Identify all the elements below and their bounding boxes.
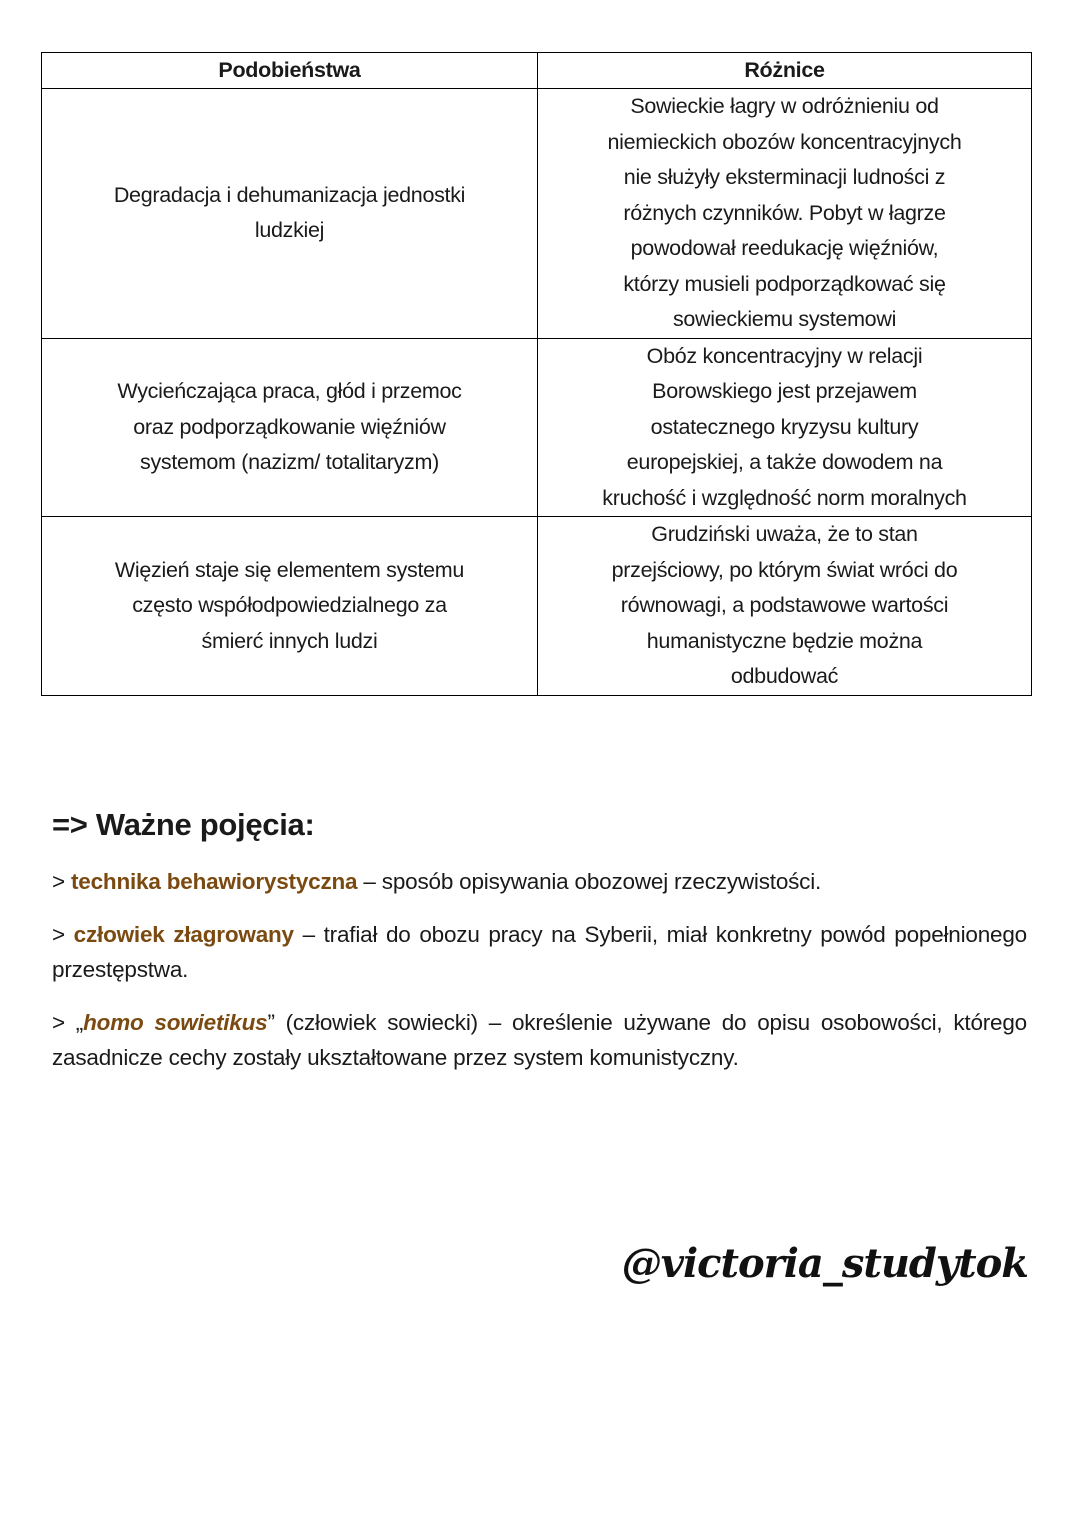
cell-line: równowagi, a podstawowe wartości — [620, 593, 949, 617]
term-name: technika behawiorystyczna — [71, 869, 358, 894]
cell-line: nie służyły eksterminacji ludności z — [623, 165, 946, 189]
similarity-cell — [42, 517, 538, 696]
cell-line: europejskiej, a także dowodem na — [626, 450, 943, 474]
cell-line: śmierć innych ludzi — [201, 628, 378, 653]
cell-line: często współodpowiedzialnego za — [132, 593, 447, 617]
term-prefix: > — [52, 869, 71, 894]
similarity-cell — [42, 338, 538, 517]
cell-line: sowieckiemu systemowi — [672, 307, 897, 331]
difference-cell — [538, 517, 1032, 696]
term-definition: – trafiał do obozu pracy na Syberii, miał konkretny powód popełnionego przestępstwa. — [52, 921, 1027, 982]
cell-line: powodował reedukację więźniów, — [630, 236, 939, 260]
difference-cell — [538, 338, 1032, 517]
cell-line: Obóz koncentracyjny w relacji — [646, 343, 923, 368]
term-definition: – sposób opisywania obozowej rzeczywistości. — [357, 869, 822, 894]
comparison-table — [41, 52, 1032, 696]
cell-line: przejściowy, po którym świat wróci do — [611, 557, 958, 582]
cell-line: Grudziński uważa, że to stan — [651, 522, 918, 546]
header-differences: Różnice — [538, 53, 1032, 89]
table-row — [42, 517, 1032, 696]
cell-line: Borowskiego jest przejawem — [652, 379, 917, 403]
term-item — [52, 1005, 1027, 1076]
section-heading: => Ważne pojęcia: — [52, 807, 315, 842]
similarity-cell — [42, 89, 538, 339]
important-terms-section — [52, 800, 1027, 1076]
term-prefix: > „ — [52, 1009, 84, 1035]
header-similarities: Podobieństwa — [42, 53, 538, 89]
cell-line: odbudować — [730, 664, 839, 688]
term-name: człowiek złagrowany — [73, 921, 294, 947]
cell-line: systemom (nazizm/ totalitaryzm) — [140, 450, 439, 474]
cell-line: ostatecznego kryzysu kultury — [650, 414, 919, 439]
cell-line: Sowieckie łagry w odróżnieniu od — [630, 94, 939, 118]
cell-line: Wycieńczająca praca, głód i przemoc — [117, 379, 462, 403]
cell-line: różnych czynników. Pobyt w łagrze — [623, 200, 946, 225]
cell-line: ludzkiej — [254, 218, 325, 243]
cell-line: którzy musieli podporządkować się — [623, 271, 946, 296]
difference-cell — [538, 89, 1032, 339]
term-item — [52, 917, 1027, 988]
author-signature: @victoria_studytok — [621, 1240, 1028, 1287]
cell-line: Więzień staje się elementem systemu — [114, 557, 465, 582]
cell-line: oraz podporządkowanie więźniów — [133, 414, 446, 439]
term-name: homo sowietikus — [83, 1009, 268, 1035]
cell-line: niemieckich obozów koncentracyjnych — [607, 129, 962, 154]
term-prefix: > — [52, 921, 74, 947]
term-item — [52, 864, 1027, 900]
term-definition: ” (człowiek sowiecki) – określenie używane do opisu osobowości, którego zasadnicze cechy zostały ukształtowane przez system komunistyczny. — [52, 1009, 1027, 1070]
cell-line: humanistyczne będzie można — [646, 628, 923, 653]
table-row — [42, 338, 1032, 517]
table-row — [42, 89, 1032, 339]
cell-line: kruchość i względność norm moralnych — [602, 485, 967, 510]
table-header-row — [42, 53, 1032, 89]
cell-line: Degradacja i dehumanizacja jednostki — [113, 182, 466, 207]
